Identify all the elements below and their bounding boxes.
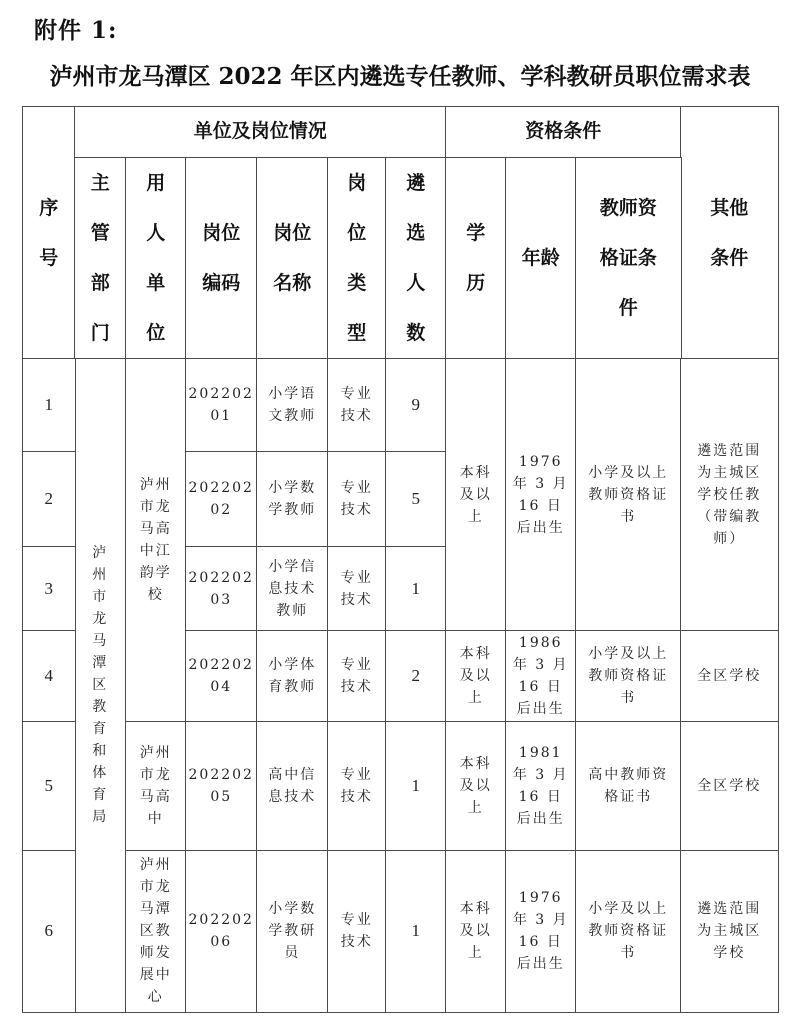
header-other: [680, 106, 779, 360]
seq-cell-text: 6: [44, 921, 53, 941]
other-cell: [680, 358, 779, 632]
seq-cell: [22, 721, 76, 852]
education-cell: [445, 630, 507, 723]
header-seq-text: 序 号: [39, 196, 59, 269]
post-code-cell-text: 202202 04: [188, 657, 254, 696]
header-post-type-text: 岗 位 类 型: [347, 172, 367, 345]
post-type-cell-text: 专业 技术: [340, 480, 373, 519]
annex-label: 附件 1:: [34, 17, 118, 44]
seq-cell-text: 5: [44, 776, 53, 796]
post-code-cell-text: 202202 05: [188, 767, 254, 806]
other-cell-text: 全区学校: [697, 668, 762, 685]
post-type-cell-text: 专业 技术: [340, 657, 373, 696]
post-name-cell-text: 小学信 息技术 教师: [268, 558, 317, 619]
post-code-cell: [185, 358, 258, 453]
age-cell-text: 1986 年 3 月 16 日 后出生: [512, 635, 569, 718]
header-cert: [575, 157, 682, 360]
education-cell-text: 本科 及以 上: [459, 464, 492, 525]
post-code-cell-text: 202202 03: [188, 569, 254, 608]
education-cell-text: 本科 及以 上: [459, 646, 492, 707]
post-code-cell: [185, 721, 258, 852]
dept-cell-text: 泸 州 市 龙 马 潭 区 教 育 和 体 育 局: [92, 545, 109, 826]
employer-cell: [125, 850, 187, 1013]
seq-cell: [22, 850, 76, 1013]
other-cell: [680, 721, 779, 852]
count-cell-text: 9: [411, 395, 420, 415]
post-name-cell: [256, 451, 329, 548]
header-seq: [22, 106, 76, 360]
age-cell: [505, 721, 577, 852]
seq-cell: [22, 358, 76, 453]
count-cell-text: 1: [411, 921, 420, 941]
age-cell: [505, 850, 577, 1013]
post-code-cell-text: 202202 02: [188, 480, 254, 519]
header-post-name-text: 岗位 名称: [273, 222, 312, 295]
post-type-cell: [327, 358, 387, 453]
count-cell-text: 1: [411, 578, 420, 598]
education-cell: [445, 850, 507, 1013]
employer-cell: [125, 358, 187, 723]
other-cell-text: 遴选范围 为主城区 学校: [697, 901, 762, 962]
post-type-cell: [327, 630, 387, 723]
header-dept-text: 主 管 部 门: [90, 172, 110, 345]
seq-cell-text: 3: [44, 578, 53, 598]
post-type-cell-text: 专业 技术: [340, 912, 373, 951]
employer-cell: [125, 721, 187, 852]
post-code-cell: [185, 850, 258, 1013]
header-employer: [125, 157, 187, 360]
cert-cell-text: 小学及以上 教师资格证 书: [588, 901, 669, 962]
employer-cell-text: 泸州 市龙 马潭 区教 师发 展中 心: [139, 857, 172, 1006]
post-code-cell-text: 202202 01: [188, 386, 254, 425]
header-education-text: 学 历: [466, 222, 486, 295]
post-type-cell-text: 专业 技术: [340, 767, 373, 806]
education-cell: [445, 721, 507, 852]
header-education: [445, 157, 507, 360]
age-cell-text: 1981 年 3 月 16 日 后出生: [512, 745, 569, 828]
header-age-text: 年龄: [521, 247, 560, 270]
age-cell-text: 1976 年 3 月 16 日 后出生: [512, 890, 569, 973]
header-count-text: 遴 选 人 数: [406, 172, 426, 345]
header-qual-group-text: 资格条件: [525, 120, 602, 143]
post-type-cell-text: 专业 技术: [340, 386, 373, 425]
post-name-cell: [256, 358, 329, 453]
age-cell: [505, 630, 577, 723]
post-name-cell: [256, 546, 329, 632]
post-type-cell: [327, 546, 387, 632]
post-type-cell: [327, 721, 387, 852]
other-cell: [680, 630, 779, 723]
cert-cell-text: 小学及以上 教师资格证 书: [588, 646, 669, 707]
post-name-cell: [256, 850, 329, 1013]
education-cell-text: 本科 及以 上: [459, 901, 492, 962]
seq-cell-text: 1: [44, 395, 53, 415]
count-cell-text: 2: [411, 666, 420, 686]
post-code-cell-text: 202202 06: [188, 912, 254, 951]
header-post-name: [256, 157, 329, 360]
header-unit-group: [74, 106, 447, 159]
other-cell-text: 全区学校: [697, 778, 762, 795]
post-code-cell: [185, 451, 258, 548]
count-cell: [385, 546, 447, 632]
age-cell: [505, 358, 577, 632]
post-name-cell-text: 小学体 育教师: [268, 657, 317, 696]
header-post-code: [185, 157, 258, 360]
post-code-cell: [185, 546, 258, 632]
post-type-cell-text: 专业 技术: [340, 569, 373, 608]
post-type-cell: [327, 850, 387, 1013]
education-cell-text: 本科 及以 上: [459, 756, 492, 817]
count-cell: [385, 850, 447, 1013]
header-post-type: [327, 157, 387, 360]
header-count: [385, 157, 447, 360]
cert-cell-text: 高中教师资 格证书: [588, 767, 669, 806]
header-age: [505, 157, 577, 360]
cert-cell-text: 小学及以上 教师资格证 书: [588, 464, 669, 525]
count-cell: [385, 358, 447, 453]
post-type-cell: [327, 451, 387, 548]
count-cell: [385, 630, 447, 723]
seq-cell-text: 4: [44, 666, 53, 686]
count-cell: [385, 451, 447, 548]
education-cell: [445, 358, 507, 632]
dept-cell: [74, 358, 127, 1013]
seq-cell: [22, 451, 76, 548]
seq-cell: [22, 546, 76, 632]
count-cell-text: 1: [411, 776, 420, 796]
header-cert-text: 教师资 格证条 件: [599, 197, 657, 320]
post-name-cell: [256, 721, 329, 852]
post-name-cell-text: 小学数 学教研 员: [268, 901, 317, 962]
cert-cell: [575, 721, 682, 852]
header-qual-group: [445, 106, 682, 159]
document-title: 泸州市龙马潭区 2022 年区内遴选专任教师、学科教研员职位需求表: [49, 63, 751, 90]
seq-cell: [22, 630, 76, 723]
count-cell: [385, 721, 447, 852]
age-cell-text: 1976 年 3 月 16 日 后出生: [512, 453, 569, 536]
cert-cell: [575, 850, 682, 1013]
cert-cell: [575, 358, 682, 632]
seq-cell-text: 2: [44, 489, 53, 509]
post-code-cell: [185, 630, 258, 723]
post-name-cell: [256, 630, 329, 723]
other-cell: [680, 850, 779, 1013]
post-name-cell-text: 小学数 学教师: [268, 480, 317, 519]
other-cell-text: 遴选范围 为主城区 学校任教 （带编教 师）: [697, 442, 762, 547]
post-name-cell-text: 小学语 文教师: [268, 386, 317, 425]
header-post-code-text: 岗位 编码: [202, 222, 241, 295]
post-name-cell-text: 高中信 息技术: [268, 767, 317, 806]
header-employer-text: 用 人 单 位: [146, 172, 166, 345]
header-dept: [74, 157, 127, 360]
header-unit-group-text: 单位及岗位情况: [193, 120, 327, 143]
count-cell-text: 5: [411, 489, 420, 509]
header-other-text: 其他 条件: [710, 196, 749, 269]
employer-cell-text: 泸州 市龙 马高 中: [139, 745, 172, 828]
employer-cell-text: 泸州 市龙 马高 中江 韵学 校: [139, 477, 172, 604]
cert-cell: [575, 630, 682, 723]
